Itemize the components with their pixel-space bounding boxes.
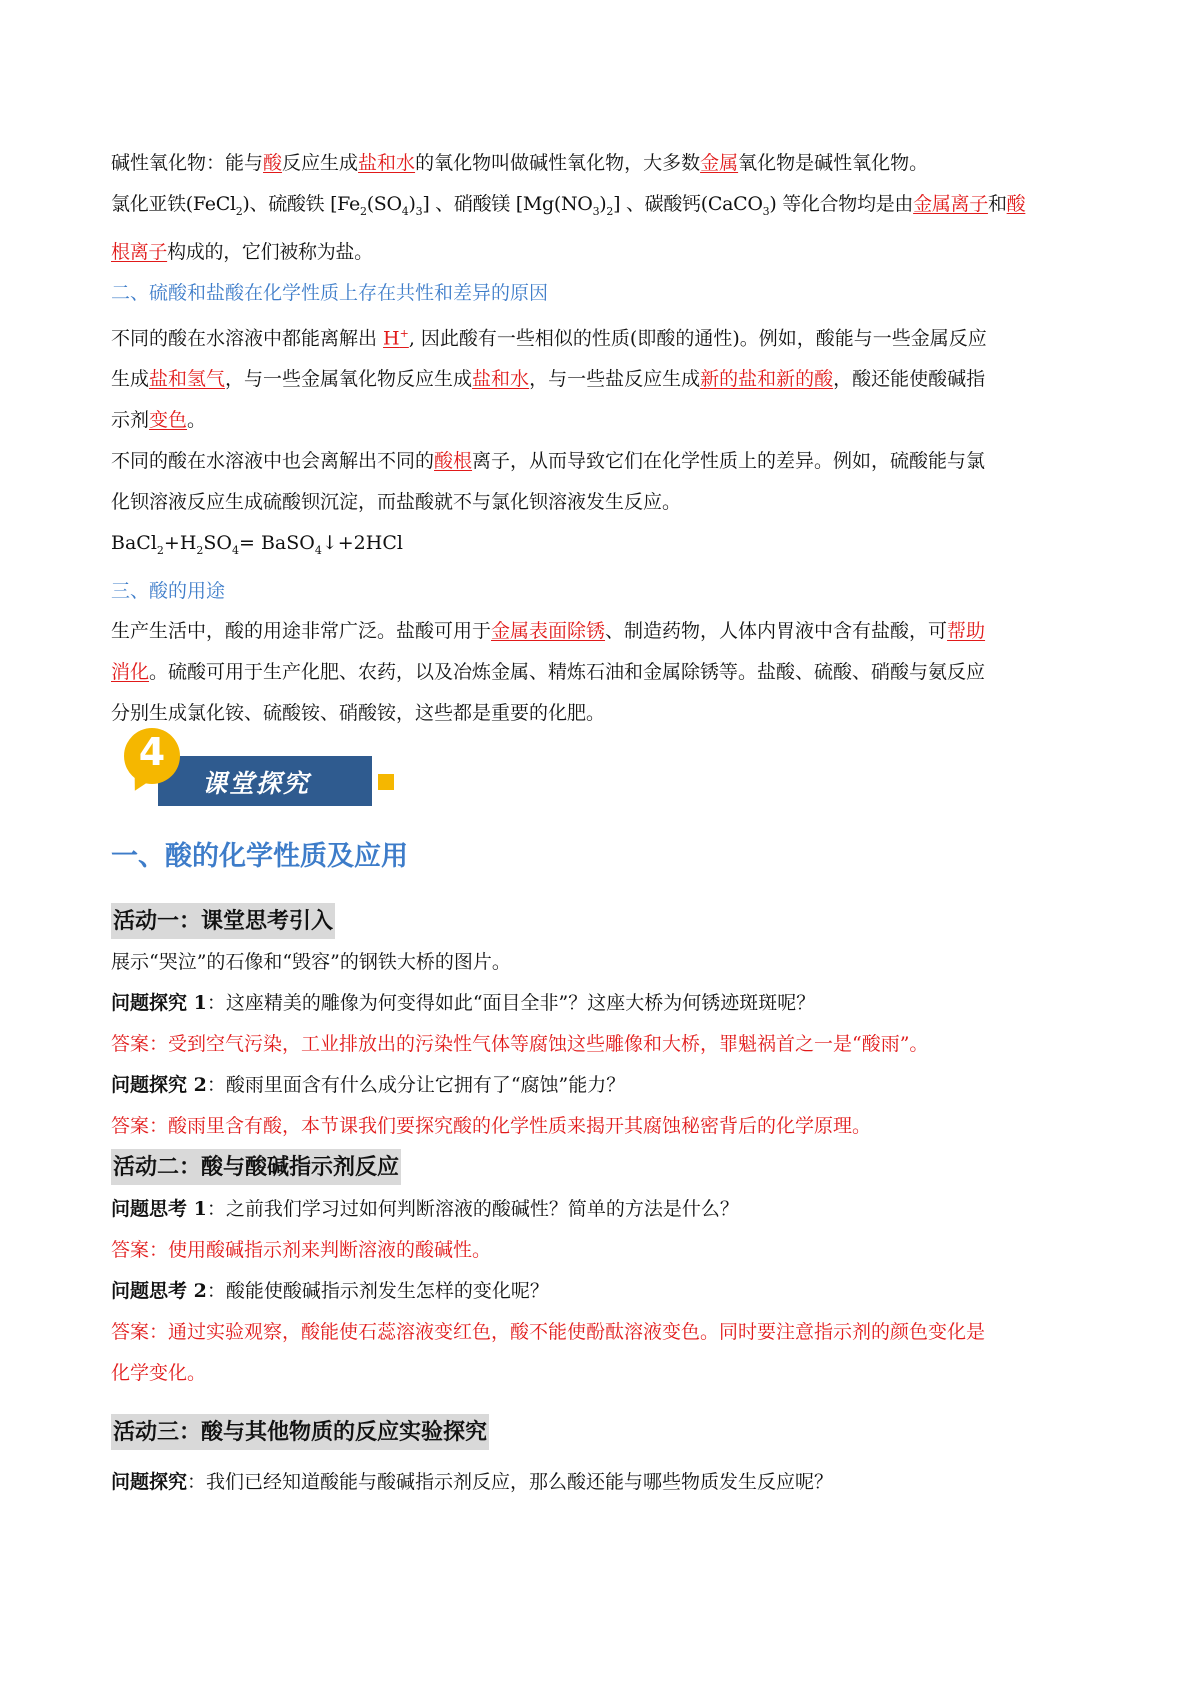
- acid-difference-paragraph: [111, 441, 1101, 523]
- question-row: [111, 1462, 1101, 1503]
- ion-symbol: H: [383, 327, 400, 350]
- fill-blank: 盐和氢气: [149, 368, 226, 391]
- acid-uses-paragraph: [111, 611, 1101, 734]
- activity1-title-row: [111, 902, 1101, 942]
- question-text: ：酸能使酸碱指示剂发生怎样的变化呢？: [206, 1280, 549, 1302]
- question-label: 问题思考 2: [111, 1280, 207, 1302]
- subscript: 4: [401, 204, 409, 218]
- text-segment: 氧化物是碱性氧化物。: [738, 152, 929, 174]
- text-segment: ↓+2HCl: [321, 532, 403, 555]
- text-segment: BaCl: [111, 532, 157, 555]
- chemical-equation: [111, 523, 1101, 571]
- text-segment: ] 、碳酸钙(CaCO: [613, 193, 763, 215]
- activity1-intro: 展示“哭泣”的石像和“毁容”的钢铁大桥的图片。: [111, 951, 511, 973]
- text-segment: 分别生成氯化铵、硫酸铵、硝酸铵，这些都是重要的化肥。: [111, 701, 606, 724]
- fill-blank: 金属: [700, 152, 739, 174]
- question-text: ：我们已经知道酸能与酸碱指示剂反应，那么酸还能与哪些物质发生反应呢？: [187, 1471, 834, 1493]
- fill-blank: 金属离子: [913, 193, 988, 215]
- text-segment: ) 等化合物均是由: [769, 193, 914, 215]
- text-segment: 。硫酸可用于生产化肥、农药，以及冶炼金属、精炼石油和金属除锈等。盐酸、硫酸、硝酸与氨反应: [149, 660, 986, 683]
- text-segment: 化钡溶液反应生成硫酸钡沉淀，而盐酸就不与氯化钡溶液发生反应。: [111, 491, 682, 514]
- subscript: 3: [415, 204, 423, 218]
- salt-definition-paragraph: [111, 184, 1101, 273]
- text-segment: ] 、硝酸镁 [Mg(NO: [422, 193, 593, 215]
- answer-line: 答案：通过实验观察，酸能使石蕊溶液变红色，酸不能使酚酞溶液变色。同时要注意指示剂的颜色变化是: [111, 1321, 986, 1343]
- subscript: 3: [762, 204, 770, 218]
- text-segment: 示剂: [111, 409, 150, 432]
- text-segment: (SO: [366, 193, 402, 215]
- text-segment: = BaSO: [239, 532, 315, 555]
- text-segment: 碱性氧化物：能与: [111, 152, 264, 174]
- activity-title: 活动一：课堂思考引入: [111, 903, 335, 939]
- text-segment: ，酸还能使酸碱指: [833, 368, 986, 391]
- subscript: 2: [235, 204, 243, 218]
- subscript: 2: [196, 543, 204, 557]
- section-title: 二、硫酸和盐酸在化学性质上存在共性和差异的原因: [111, 281, 549, 304]
- acid-common-property-paragraph: [111, 313, 1101, 441]
- text-segment: ，与一些盐反应生成: [529, 368, 701, 391]
- text-segment: ): [599, 193, 607, 215]
- text-segment: , 因此酸有一些相似的性质(即酸的通性)。例如，酸能与一些金属反应: [408, 327, 987, 350]
- answer-text: [111, 1312, 1101, 1394]
- text-segment: 不同的酸在水溶液中也会离解出不同的: [111, 450, 435, 473]
- text-segment: +H: [163, 532, 197, 555]
- text-segment: 氯化亚铁(FeCl: [111, 193, 236, 215]
- question-text: ：酸雨里面含有什么成分让它拥有了“腐蚀”能力？: [206, 1074, 626, 1096]
- text-segment: 、制造药物，人体内胃液中含有盐酸，可: [605, 619, 948, 642]
- banner-label: 课堂探究: [202, 769, 311, 798]
- fill-blank: 变色: [149, 409, 188, 432]
- answer-text: 答案：酸雨里含有酸，本节课我们要探究酸的化学性质来揭开其腐蚀秘密背后的化学原理。: [111, 1115, 872, 1137]
- question-label: 问题思考 1: [111, 1198, 207, 1220]
- subscript: 3: [592, 204, 600, 218]
- text-segment: 。: [187, 409, 207, 432]
- fill-blank: 酸根: [434, 450, 473, 473]
- fill-blank: 帮助: [947, 619, 986, 642]
- subscript: 2: [359, 204, 367, 218]
- main-heading: 一、酸的化学性质及应用: [111, 841, 408, 872]
- banner-accent: [378, 774, 394, 790]
- text-segment: 构成的，它们被称为盐。: [167, 240, 373, 263]
- fill-blank: 消化: [111, 660, 150, 683]
- section-banner: [116, 728, 396, 816]
- subscript: 2: [606, 204, 614, 218]
- subscript: 4: [232, 543, 239, 557]
- fill-blank: [383, 313, 409, 359]
- basic-oxide-paragraph: [111, 143, 1101, 184]
- text-segment: 不同的酸在水溶液中都能离解出: [111, 327, 384, 350]
- text-segment: 生产生活中，酸的用途非常广泛。盐酸可用于: [111, 619, 492, 642]
- answer-text: 答案：受到空气污染，工业排放出的污染性气体等腐蚀这些雕像和大桥，罪魁祸首之一是“酸雨”。: [111, 1033, 929, 1055]
- text-segment: 反应生成: [282, 152, 359, 174]
- fill-blank: 金属表面除锈: [491, 619, 606, 642]
- page-content: [111, 143, 1101, 734]
- question-row: [111, 983, 1101, 1024]
- answer-text: 答案：使用酸碱指示剂来判断溶液的酸碱性。: [111, 1239, 492, 1261]
- question-row: [111, 1189, 1101, 1230]
- question-text: ：之前我们学习过如何判断溶液的酸碱性？简单的方法是什么？: [206, 1198, 739, 1220]
- activity2-title-row: [111, 1147, 1101, 1189]
- question-row: [111, 1065, 1101, 1106]
- fill-blank: 新的盐和新的酸: [700, 368, 834, 391]
- text-segment: 离子，从而导致它们在化学性质上的差异。例如，硫酸能与氯: [472, 450, 986, 473]
- text-segment: 生成: [111, 368, 150, 391]
- activity3-title-row: [111, 1412, 1101, 1454]
- fill-blank: 根离子: [111, 240, 168, 263]
- question-label: 问题探究: [111, 1471, 188, 1493]
- activity-title: 活动三：酸与其他物质的反应实验探究: [111, 1414, 489, 1450]
- classroom-inquiry-content: [111, 832, 1101, 1503]
- activity-title: 活动二：酸与酸碱指示剂反应: [111, 1149, 401, 1185]
- fill-blank: 盐和水: [358, 152, 416, 174]
- fill-blank: 酸: [1006, 193, 1026, 215]
- superscript: +: [399, 326, 409, 340]
- question-label: 问题探究 1: [111, 992, 207, 1014]
- subscript: 4: [314, 543, 322, 557]
- section-title: 三、酸的用途: [111, 579, 226, 602]
- text-segment: 和: [987, 193, 1007, 215]
- fill-blank: 酸: [263, 152, 283, 174]
- banner-number: 4: [138, 730, 166, 774]
- text-segment: SO: [203, 532, 232, 555]
- text-segment: 的氧化物叫做碱性氧化物，大多数: [415, 152, 701, 174]
- fill-blank: 盐和水: [472, 368, 530, 391]
- question-label: 问题探究 2: [111, 1074, 207, 1096]
- subscript: 2: [156, 543, 164, 557]
- question-row: [111, 1271, 1101, 1312]
- answer-line: 化学变化。: [111, 1362, 207, 1384]
- text-segment: )、硫酸铁 [Fe: [242, 193, 360, 215]
- text-segment: ): [408, 193, 416, 215]
- question-text: ：这座精美的雕像为何变得如此“面目全非”？这座大桥为何锈迹斑斑呢？: [206, 992, 816, 1014]
- text-segment: ，与一些金属氧化物反应生成: [225, 368, 473, 391]
